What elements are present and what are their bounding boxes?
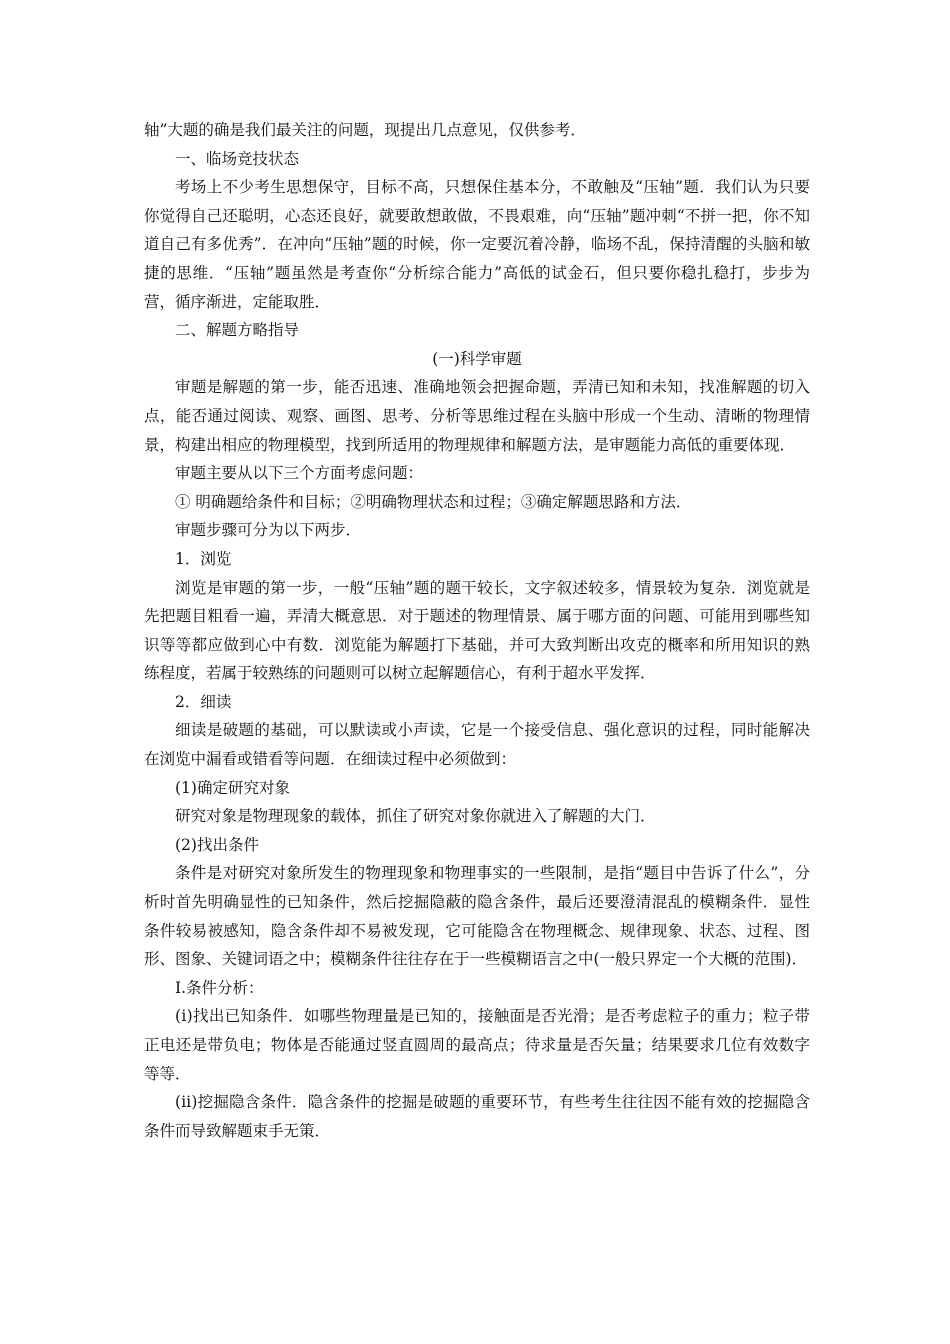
known-conditions-paragraph: (ⅰ)找出已知条件．如哪些物理量是已知的，接触面是否光滑；是否考虑粒子的重力；粒子带正电还是带负电；物体是否能通过竖直圆周的最高点；待求量是否矢量；结果要求几位有效数字等等． xyxy=(144,1007,810,1083)
review-aspects-lead: 审题主要从以下三个方面考虑问题： xyxy=(175,464,424,483)
conditions-paragraph: 条件是对研究对象所发生的物理现象和物理事实的一些限制，是指“题目中告诉了什么”，分析时首先明确显性的已知条件，然后挖掘隐蔽的隐含条件，最后还要澄清混乱的模糊条件．显性条件较易被感知，隐含条件却不易被发现，它可能隐含在物理概念、规律现象、状态、过程、图形、图象、关键词语之中；模糊条件往往存在于一些模糊语言之中(一般只界定一个大概的范围)． xyxy=(144,864,810,969)
intro-paragraph: 轴”大题的确是我们最关注的问题，现提出几点意见，仅供参考． xyxy=(144,121,586,139)
review-aspects-list: ① 明确题给条件和目标；②明确物理状态和过程；③确定解题思路和方法． xyxy=(175,492,692,511)
section-heading-exam-state: 一、临场竞技状态 xyxy=(175,149,300,168)
exam-state-paragraph: 考场上不少考生思想保守，目标不高，只想保住基本分，不敢触及“压轴”题．我们认为只要你觉得自己还聪明，心态还良好，就要敢想敢做，不畏艰难，向“压轴”题冲刺“不拼一把，你不知道自己有多优秀”．在冲向“压轴”题的时候，你一定要沉着冷静，临场不乱，保持清醒的头脑和敏捷的思维．“压轴”题虽然是考查你“分析综合能力”高低的试金石，但只要你稳扎稳打，步步为营，循序渐进，定能取胜． xyxy=(144,178,810,311)
hidden-conditions-paragraph: (ⅱ)挖掘隐含条件．隐含条件的挖掘是破题的重要环节，有些考生往往因不能有效的挖掘隐含条件而导致解题束手无策． xyxy=(144,1093,810,1140)
document-page xyxy=(144,116,810,1145)
close-reading-paragraph: 细读是破题的基础，可以默读或小声读，它是一个接受信息、强化意识的过程，同时能解决在浏览中漏看或错看等问题．在细读过程中必须做到： xyxy=(144,721,810,769)
review-intro-paragraph: 审题是解题的第一步，能否迅速、准确地领会把握命题，弄清已知和未知，找准解题的切入点，能否通过阅读、观察、画图、思考、分析等思维过程在头脑中形成一个生动、清晰的物理情景，构建出相应的物理模型，找到所适用的物理规律和解题方法，是审题能力高低的重要体现． xyxy=(144,378,810,454)
section-heading-strategy: 二、解题方略指导 xyxy=(175,321,300,340)
research-object-paragraph: 研究对象是物理现象的载体，抓住了研究对象你就进入了解题的大门． xyxy=(175,807,656,826)
step-heading-browse: 1．浏览 xyxy=(175,549,232,568)
condition-analysis-heading: Ⅰ.条件分析： xyxy=(175,978,264,997)
review-steps-lead: 审题步骤可分为以下两步． xyxy=(175,521,362,540)
item-heading-research-object: (1)确定研究对象 xyxy=(175,778,290,797)
browse-paragraph: 浏览是审题的第一步，一般“压轴”题的题干较长，文字叙述较多，情景较为复杂．浏览就是先把题目粗看一遍，弄清大概意思．对于题述的物理情景、属于哪方面的问题、可能用到哪些知识等等都应做到心中有数．浏览能为解题打下基础，并可大致判断出攻克的概率和所用知识的熟练程度，若属于较熟练的问题则可以树立起解题信心，有利于超水平发挥． xyxy=(144,578,810,683)
item-heading-find-conditions: (2)找出条件 xyxy=(175,835,259,854)
step-heading-close-reading: 2．细读 xyxy=(175,692,232,711)
subsection-title-scientific-review: (一)科学审题 xyxy=(432,349,522,368)
